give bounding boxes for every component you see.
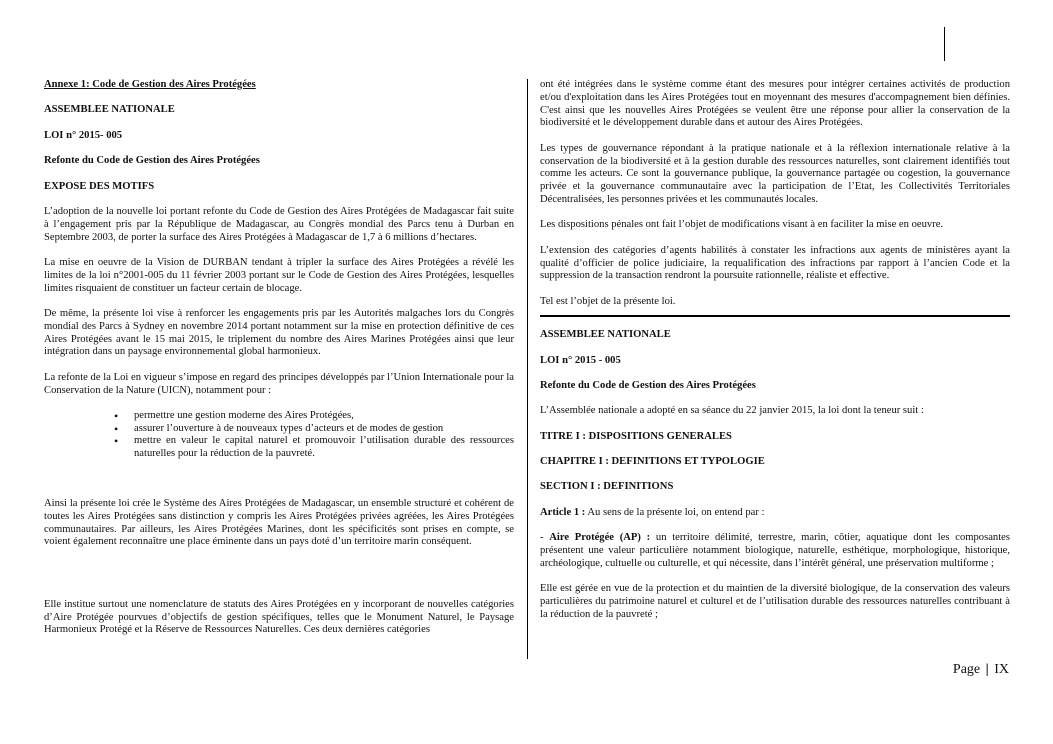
- law-subject: Refonte du Code de Gestion des Aires Protégées: [540, 379, 756, 391]
- left-column: [44, 79, 514, 650]
- section-heading: SECTION I : DEFINITIONS: [540, 481, 674, 493]
- paragraph: Les types de gouvernance répondant à la pratique nationale et à la réflexion internationale relative à la conservation de la biodiversité et à la gestion durable des ressources naturelles, sont clairement identifiés tout comme les acteurs. Ce sont la gouvernance publique, la gouvernance partagée ou cogestion, la gouvernance privée et la gouvernance communautaire avec la participation de l’Etat, les Collectivités Territoriales Décentralisées, les personnes privées et les communautés locales.: [540, 142, 1010, 205]
- paragraph: La refonte de la Loi en vigueur s’impose en regard des principes développés par l’Union Internationale pour la Conservation de la Nature (UICN), notamment pour :: [44, 371, 514, 396]
- definition-term: Aire Protégée (AP) :: [549, 532, 651, 544]
- law-number: LOI n° 2015 - 005: [540, 354, 621, 366]
- column-divider: [527, 79, 528, 659]
- paragraph: L’adoption de la nouvelle loi portant refonte du Code de Gestion des Aires Protégées de Madagascar fait suite à l’engagement pris par la République de Madagascar, au Congrès mondial des Parcs tenu à Durban en Septembre 2003, de porter la surface des Aires Protégées à Madagascar de 1,7 à 6 millions d’hectares.: [44, 205, 514, 243]
- paragraph: L’extension des catégories d’agents habilités à constater les infractions aux agents de ministères ayant la qualité d’officier de police judiciaire, la requalification des infractions par rapport à l’ancien Code et la suppression de la transaction rendront la poursuite rationnelle, réaliste et effective.: [540, 244, 1010, 282]
- paragraph: Tel est l’objet de la présente loi.: [540, 295, 676, 307]
- list-item: • mettre en valeur le capital naturel et promouvoir l’utilisation durable des ressources naturelles pour la réduction de la pauvreté.: [134, 435, 514, 461]
- expose-heading: EXPOSE DES MOTIFS: [44, 180, 155, 192]
- law-number: LOI n° 2015- 005: [44, 129, 123, 141]
- article-text: Au sens de la présente loi, on entend par :: [585, 506, 765, 518]
- annex-title: Annexe 1: Code de Gestion des Aires Protégées: [44, 79, 256, 90]
- paragraph: De même, la présente loi vise à renforcer les engagements pris par les Autorités malgaches lors du Congrès mondial des Parcs à Sydney en novembre 2014 portant notamment sur la mise en protection définitive de ces Aires Protégées avant le 15 mai 2015, le triplement du nombre des Aires Marines Protégées ainsi que leur intégration dans un paysage environnemental global harmonieux.: [44, 307, 514, 358]
- assembly-heading: ASSEMBLEE NATIONALE: [540, 329, 671, 341]
- right-column: [540, 79, 1010, 634]
- law-subject: Refonte du Code de Gestion des Aires Protégées: [44, 155, 260, 167]
- definition-dash: -: [540, 532, 550, 544]
- paragraph: Elle est gérée en vue de la protection et du maintien de la diversité biologique, de la conservation des valeurs particulières du patrimoine naturel et culturel et de l’utilisation durable des ressources naturelles contribuant à la réduction de la pauvreté ;: [540, 583, 1010, 620]
- definition-ap: [540, 532, 1010, 570]
- titre-heading: TITRE I : DISPOSITIONS GENERALES: [540, 430, 732, 442]
- page-footer: [953, 664, 1009, 677]
- article-1: [540, 507, 1010, 520]
- assembly-heading: ASSEMBLEE NATIONALE: [44, 104, 175, 116]
- chapitre-heading: CHAPITRE I : DEFINITIONS ET TYPOLOGIE: [540, 456, 765, 468]
- paragraph: ont été intégrées dans le système comme étant des mesures pour intégrer certaines activités de production et/ou d'exploitation dans les Aires Protégées tout en moyennant des mesures d'accompagnement bien définies. C'est ainsi que les nouvelles Aires Protégées se veulent être une réponse pour allier la conservation de la biodiversité et le développement durable dans et autour des Aires Protégées.: [540, 79, 1010, 129]
- page-number: IX: [994, 662, 1009, 677]
- adoption-statement: L’Assemblée nationale a adopté en sa séance du 22 janvier 2015, la loi dont la teneur suit :: [540, 405, 924, 417]
- page-separator: |: [985, 662, 989, 677]
- paragraph: Les dispositions pénales ont fait l’objet de modifications visant à en faciliter la mise en oeuvre.: [540, 219, 944, 231]
- header-rule: [944, 27, 945, 61]
- section-rule: [540, 315, 1010, 317]
- paragraph: Ainsi la présente loi crée le Système des Aires Protégées de Madagascar, un ensemble structuré et cohérent de toutes les Aires Protégées sans distinction y compris les Aires Protégées privées agréées, les Aires Protégées communautaires. Par ailleurs, les Aires Protégées Marines, dont les spécificités sont prises en compte, se voient également reconnaître une place éminente dans un pays doté d’un territoire marin conséquent.: [44, 498, 514, 548]
- bullet-list: [44, 410, 514, 461]
- list-item: • permettre une gestion moderne des Aires Protégées,: [134, 410, 514, 423]
- paragraph: Elle institue surtout une nomenclature de statuts des Aires Protégées en y incorporant de nouvelles catégories d’Aire Protégée pourvues d’objectifs de gestion spécifiques, telles que le Monument Naturel, le Paysage Harmonieux Protégé et la Réserve de Ressources Naturelles. Ces deux dernières catégories: [44, 598, 514, 636]
- article-label: Article 1 :: [540, 506, 586, 518]
- page-label: Page: [952, 662, 981, 677]
- paragraph: La mise en oeuvre de la Vision de DURBAN tendant à tripler la surface des Aires Protégées a révélé les limites de la loi n°2001-005 du 11 février 2003 portant sur le Code de Gestion des Aires Protégées, lesquelles limites risquaient de constituer un facteur certain de blocage.: [44, 256, 514, 294]
- definition-text: un territoire délimité, terrestre, marin, côtier, aquatique dont les composantes présentent une valeur particulière notamment biologique, naturelle, esthétique, morphologique, historique, archéologique, cultuelle ou culturelle, et qui nécessite, dans l’intérêt général, une préservation multiforme ;: [540, 532, 1010, 569]
- list-item: • assurer l’ouverture à de nouveaux types d’acteurs et de modes de gestion: [134, 423, 514, 436]
